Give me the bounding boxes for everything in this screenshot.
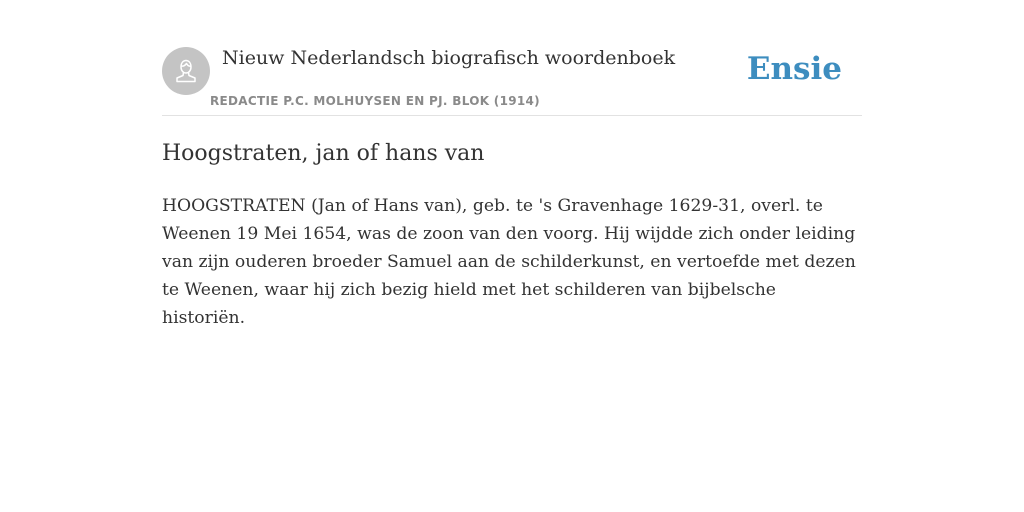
editors-line: REDACTIE P.C. MOLHUYSEN EN PJ. BLOK (1914) [210, 94, 540, 108]
user-icon [172, 57, 200, 85]
entry-title: Hoogstraten, jan of hans van [162, 141, 485, 166]
page [162, 0, 862, 328]
ensie-logo[interactable]: Ensie [746, 51, 842, 87]
avatar [162, 47, 210, 95]
entry-body: HOOGSTRATEN (Jan of Hans van), geb. te 's Gravenhage 1629-31, overl. te Weenen 19 Mei 1654, was de zoon van den voorg. Hij wijdde zich onder leiding van zijn ouderen broeder Samuel aan de schilderkunst, en vertoefde met dezen te Weenen, waar hij zich bezig hield met het schilderen van bijbelsche historiën. [162, 196, 856, 328]
book-title[interactable]: Nieuw Nederlandsch biografisch woordenboek [222, 47, 676, 69]
header [162, 0, 862, 116]
